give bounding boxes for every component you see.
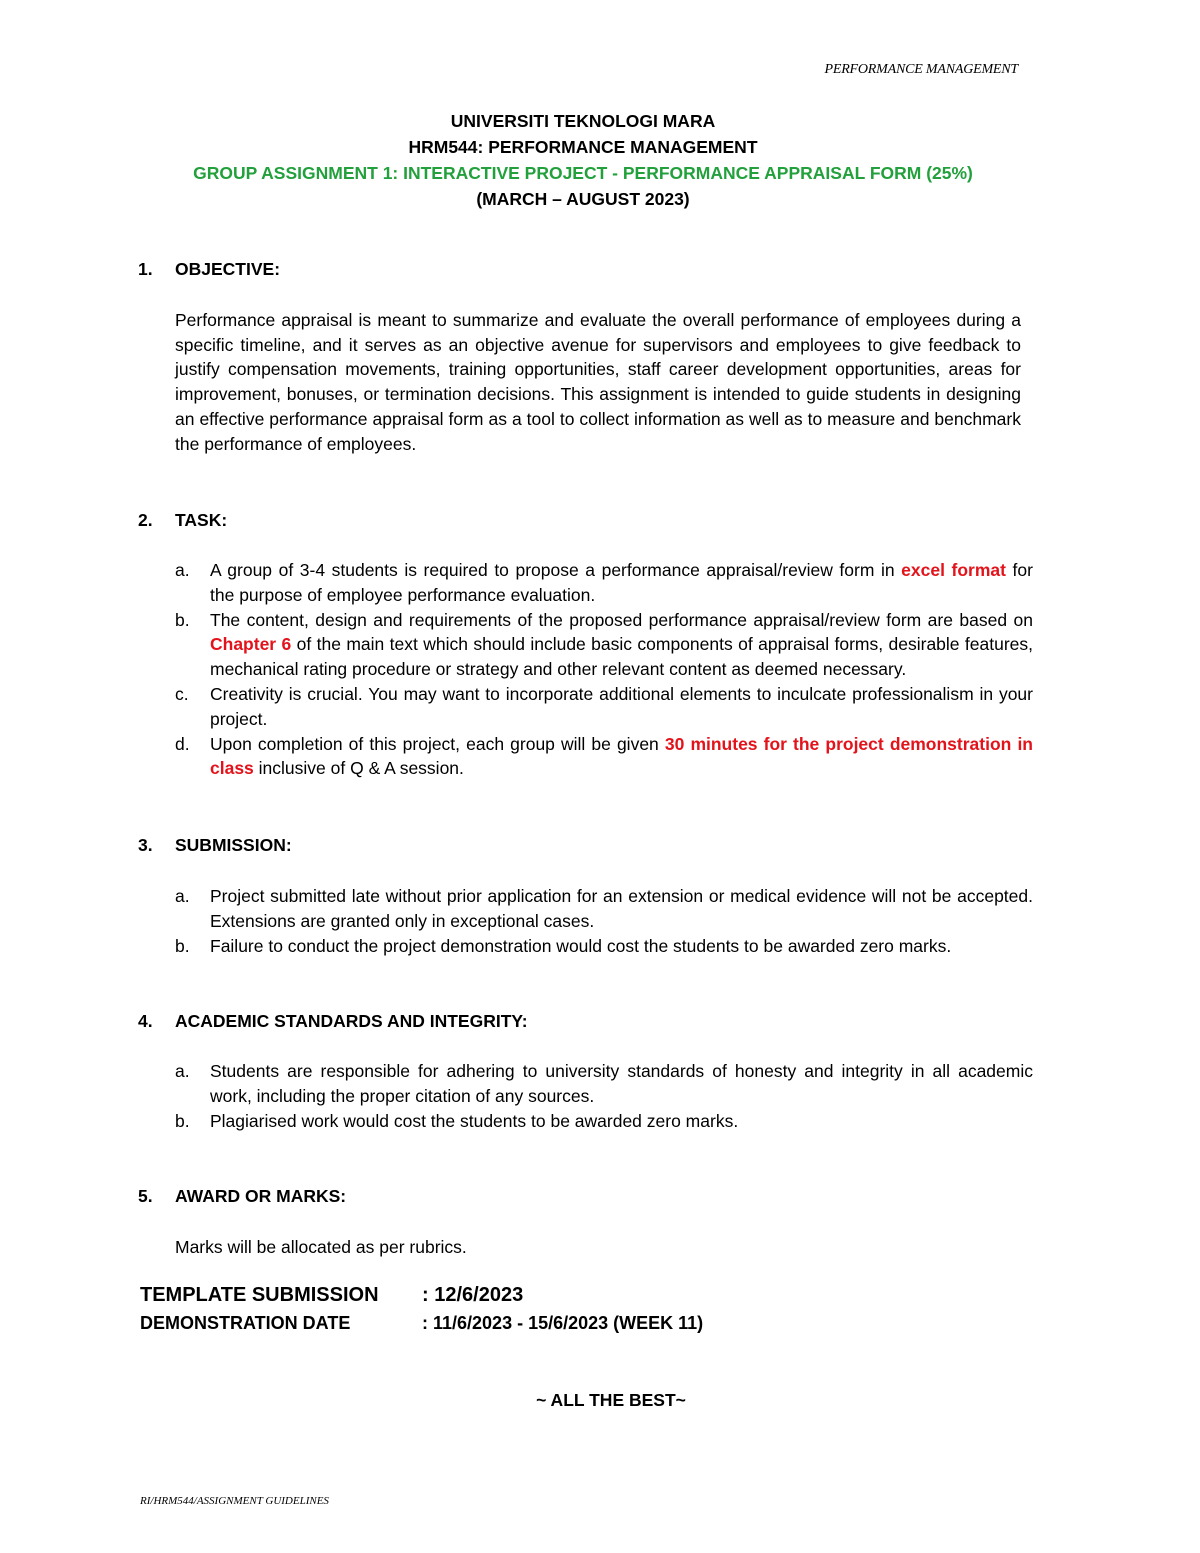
list-item	[175, 608, 1033, 682]
template-submission-label: TEMPLATE SUBMISSION	[140, 1284, 379, 1306]
award-heading	[138, 1184, 346, 1208]
item-letter: a.	[175, 1061, 190, 1081]
course-title: HRM544: PERFORMANCE MANAGEMENT	[408, 137, 758, 157]
demonstration-date-label: DEMONSTRATION DATE	[140, 1313, 351, 1333]
item-highlight: excel format	[901, 560, 1006, 580]
item-text: Project submitted late without prior application for an extension or medical evidence will not be accepted. Extensions are granted only in exceptional cases.	[210, 886, 1033, 931]
item-letter: b.	[175, 935, 190, 956]
item-text: A group of 3-4 students is required to propose a performance appraisal/review form in	[210, 560, 902, 580]
item-letter: a.	[175, 560, 190, 580]
objective-paragraph: Performance appraisal is meant to summarize and evaluate the overall performance of employees during a specific timeline, and it serves as an objective avenue for supervisors and employees to give feedback to justify compensation movements, training opportunities, staff career development opportunities, areas for improvement, bonuses, or termination decisions. This assignment is intended to guide students in designing an effective performance appraisal form as a tool to collect information as well as to measure and benchmark the performance of employees.	[175, 310, 1021, 454]
section-title: SUBMISSION:	[175, 835, 292, 855]
list-item	[175, 732, 1033, 782]
item-text: of the main text which should include basic components of appraisal forms, desirable features, mechanical rating procedure or strategy and other relevant content as deemed necessary.	[210, 634, 1034, 680]
item-text: inclusive of Q & A session.	[253, 758, 464, 779]
item-highlight: Chapter 6	[210, 634, 292, 655]
item-text: Upon completion of this project, each group will be given	[210, 733, 665, 754]
item-letter: b.	[175, 609, 190, 630]
item-letter: c.	[175, 683, 189, 704]
item-text: Failure to conduct the project demonstration would cost the students to be awarded zero marks.	[210, 935, 952, 956]
list-item	[175, 884, 1033, 934]
demonstration-date-value: : 11/6/2023 - 15/6/2023 (WEEK 11)	[422, 1313, 704, 1333]
item-text: Creativity is crucial. You may want to incorporate additional elements to inculcate professionalism in your project.	[210, 683, 1033, 729]
section-title: AWARD OR MARKS:	[175, 1186, 347, 1206]
item-highlight: 30 minutes for the project demonstration in class	[210, 733, 1033, 779]
section-number: 4.	[138, 1011, 153, 1031]
list-item	[175, 934, 1033, 959]
template-submission-date: : 12/6/2023	[422, 1284, 524, 1306]
section-title: OBJECTIVE:	[175, 259, 281, 279]
section-title: ACADEMIC STANDARDS AND INTEGRITY:	[175, 1011, 528, 1031]
section-number: 5.	[138, 1186, 153, 1206]
item-text: Plagiarised work would cost the students to be awarded zero marks.	[210, 1110, 739, 1131]
item-letter: b.	[175, 1110, 190, 1131]
objective-heading	[138, 257, 280, 281]
task-list	[175, 558, 1033, 781]
submission-list	[175, 884, 1033, 958]
item-text: The content, design and requirements of the proposed performance appraisal/review form are based on	[210, 609, 1033, 630]
section-number: 3.	[138, 835, 153, 855]
section-title: TASK:	[175, 510, 228, 530]
integrity-list	[175, 1059, 1033, 1133]
item-text: for the purpose of employee performance evaluation.	[210, 560, 1033, 605]
submission-heading	[138, 833, 292, 857]
award-paragraph: Marks will be allocated as per rubrics.	[175, 1237, 467, 1257]
running-footer: RI/HRM544/ASSIGNMENT GUIDELINES	[140, 1495, 329, 1507]
university-name: UNIVERSITI TEKNOLOGI MARA	[450, 111, 716, 131]
item-letter: a.	[175, 886, 190, 906]
section-number: 1.	[138, 259, 153, 279]
running-header: PERFORMANCE MANAGEMENT	[824, 62, 1018, 77]
item-text: Students are responsible for adhering to university standards of honesty and integrity in all academic work, including the proper citation of any sources.	[210, 1061, 1033, 1106]
integrity-heading	[138, 1009, 528, 1033]
semester-period: (MARCH – AUGUST 2023)	[476, 189, 690, 209]
title-block	[0, 108, 1166, 212]
list-item	[175, 682, 1033, 732]
section-number: 2.	[138, 510, 153, 530]
closing-message: ~ ALL THE BEST~	[536, 1390, 686, 1410]
assignment-title: GROUP ASSIGNMENT 1: INTERACTIVE PROJECT - PERFORMANCE APPRAISAL FORM (25%)	[193, 163, 973, 183]
item-letter: d.	[175, 733, 190, 754]
list-item	[175, 1109, 1033, 1134]
list-item	[175, 558, 1033, 608]
task-heading	[138, 508, 227, 532]
list-item	[175, 1059, 1033, 1109]
